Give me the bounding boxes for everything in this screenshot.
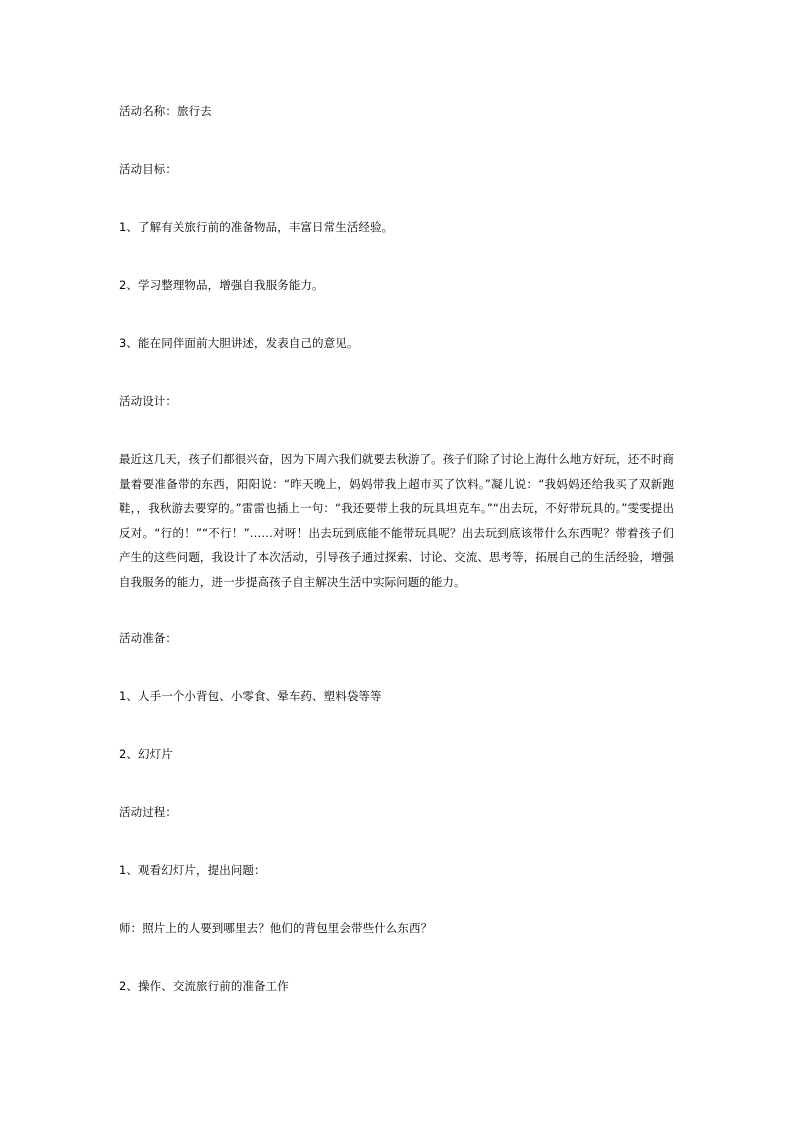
goals-heading: 活动目标： — [119, 162, 177, 176]
activity-name: 活动名称：旅行去 — [119, 104, 212, 118]
spacer — [119, 237, 674, 275]
spacer — [119, 411, 674, 447]
document-body — [119, 101, 674, 996]
goal-item-2: 2、学习整理物品，增强自我服务能力。 — [119, 278, 324, 292]
spacer — [119, 594, 674, 628]
prep-item-1: 1、人手一个小背包、小零食、晕车药、塑料袋等等 — [119, 689, 382, 703]
goal-item-3: 3、能在同伴面前大胆讲述，发表自己的意见。 — [119, 336, 359, 350]
spacer — [119, 121, 674, 159]
spacer — [119, 764, 674, 802]
process-question: 师：照片上的人要到哪里去？他们的背包里会带些什么东西？ — [119, 921, 433, 935]
prep-heading: 活动准备： — [119, 631, 177, 645]
process-heading: 活动过程： — [119, 805, 177, 819]
spacer — [119, 295, 674, 333]
goal-item-1: 1、了解有关旅行前的准备物品，丰富日常生活经验。 — [119, 220, 394, 234]
spacer — [119, 179, 674, 217]
prep-item-2: 2、幻灯片 — [119, 747, 173, 761]
spacer — [119, 353, 674, 391]
spacer — [119, 706, 674, 744]
design-paragraph: 最近这几天，孩子们都很兴奋，因为下周六我们就要去秋游了。孩子们除了讨论上海什么地方好玩，还不时商量着要准备带的东西，阳阳说：“昨天晚上，妈妈带我上超市买了饮料。”凝儿说：“我妈妈还给我买了双新跑鞋，，我秋游去要穿的。”雷雷也插上一句：“我还要带上我的玩具坦克车。”“出去玩，不好带玩具的。”雯雯提出反对。“行的！”“不行！”……对呀！出去玩到底能不能带玩具呢？出去玩到底该带什么东西呢？带着孩子们产生的这些问题，我设计了本次活动，引导孩子通过探索、讨论、交流、思考等，拓展自己的生活经验，增强自我服务的能力，进一步提高孩子自主解决生活中实际问题的能力。 — [119, 452, 674, 589]
spacer — [119, 648, 674, 686]
process-item-1: 1、观看幻灯片，提出问题： — [119, 863, 266, 877]
spacer — [119, 822, 674, 860]
design-heading: 活动设计： — [119, 394, 177, 408]
spacer — [119, 938, 674, 976]
spacer — [119, 880, 674, 918]
process-item-2: 2、操作、交流旅行前的准备工作 — [119, 979, 289, 993]
